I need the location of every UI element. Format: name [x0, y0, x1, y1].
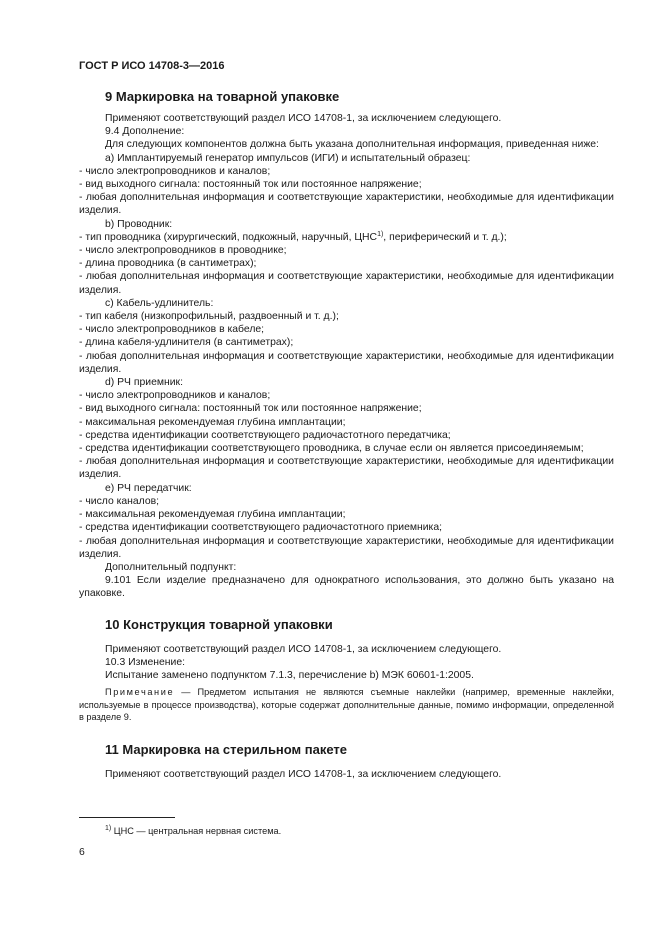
section-11-title: 11 Маркировка на стерильном пакете: [105, 741, 348, 757]
text-line: - максимальная рекомендуемая глубина имплантации;: [79, 509, 346, 521]
note-text: — Предметом испытания не являются съемные наклейки (например, временные наклейки, используемые в процессе производства), которые содержат дополнительные данные, помимо информации, определенной в разделе 9.: [79, 687, 614, 723]
text-line: - длина проводника (в сантиметрах);: [79, 258, 257, 270]
lead-type-text: - тип проводника (хирургический, подкожный, наручный, ЦНС: [79, 231, 378, 243]
text-line: - вид выходного сигнала: постоянный ток или постоянное напряжение;: [79, 403, 422, 415]
section-10-p1: Применяют соответствующий раздел ИСО 14708-1, за исключением следующего.: [105, 643, 502, 655]
lead-type-line: [79, 231, 614, 244]
text-line: c) Кабель-удлинитель:: [105, 297, 214, 309]
page-content: [79, 89, 614, 781]
section-9-title: 9 Маркировка на товарной упаковке: [105, 89, 340, 104]
text-line: d) РЧ приемник:: [105, 377, 183, 389]
text-line: - средства идентификации соответствующего радиочастотного приемника;: [79, 522, 442, 534]
text-line: Дополнительный подпункт:: [105, 561, 237, 573]
footnote-divider: [79, 817, 175, 818]
footnote-ref[interactable]: 1): [377, 230, 384, 238]
text-line: - тип кабеля (низкопрофильный, раздвоенный и т. д.);: [79, 311, 339, 323]
text-line: Для следующих компонентов должна быть указана дополнительная информация, приведенная ниже:: [105, 139, 599, 151]
text-line: - любая дополнительная информация и соответствующие характеристики, необходимые для идентификации изделия.: [79, 535, 614, 560]
text-line: a) Имплантируемый генератор импульсов (ИГИ) и испытательный образец:: [105, 152, 471, 164]
footnote: [105, 826, 281, 836]
footnote-mark: 1): [105, 825, 112, 832]
section-9-body-b: [79, 244, 614, 600]
text-line: - средства идентификации соответствующего проводника, в случае если он является присоединяемым;: [79, 443, 584, 455]
text-line: - максимальная рекомендуемая глубина имплантации;: [79, 416, 346, 428]
text-line: - средства идентификации соответствующего радиочастотного передатчика;: [79, 429, 451, 441]
text-line: b) Проводник:: [105, 218, 173, 230]
section-10-title: 10 Конструкция товарной упаковки: [105, 616, 333, 632]
section-11-p1: Применяют соответствующий раздел ИСО 14708-1, за исключением следующего.: [105, 768, 502, 780]
text-line: - длина кабеля-удлинителя (в сантиметрах);: [79, 337, 294, 349]
text-line: 9.101 Если изделие предназначено для однократного использования, это должно быть указано на упаковке.: [79, 575, 614, 600]
text-line: - число электропроводников и каналов;: [79, 165, 271, 177]
text-line: - любая дополнительная информация и соответствующие характеристики, необходимые для идентификации изделия.: [79, 350, 614, 375]
section-9-body-a: [79, 112, 614, 231]
footnote-text: ЦНС — центральная нервная система.: [111, 826, 282, 836]
text-line: - число каналов;: [79, 495, 160, 507]
text-line: e) РЧ передатчик:: [105, 482, 192, 494]
lead-type-suffix: , периферический и т. д.);: [383, 231, 507, 243]
section-10-p3: Испытание заменено подпунктом 7.1.3, перечисление b) МЭК 60601-1:2005.: [105, 669, 474, 681]
note-label: Примечание: [105, 687, 175, 698]
text-line: - число электропроводников и каналов;: [79, 390, 271, 402]
text-line: - число электропроводников в кабеле;: [79, 324, 265, 336]
text-line: - любая дополнительная информация и соответствующие характеристики, необходимые для идентификации изделия.: [79, 271, 614, 296]
text-line: - любая дополнительная информация и соответствующие характеристики, необходимые для идентификации изделия.: [79, 456, 614, 481]
text-line: - число электропроводников в проводнике;: [79, 245, 287, 257]
text-line: - любая дополнительная информация и соответствующие характеристики, необходимые для идентификации изделия.: [79, 192, 614, 217]
document-header: ГОСТ Р ИСО 14708-3—2016: [79, 60, 225, 72]
text-line: 9.4 Дополнение:: [105, 126, 185, 138]
note: [79, 686, 614, 724]
text-line: Применяют соответствующий раздел ИСО 14708-1, за исключением следующего.: [105, 113, 502, 124]
section-10-p2: 10.3 Изменение:: [105, 656, 185, 668]
text-line: - вид выходного сигнала: постоянный ток или постоянное напряжение;: [79, 179, 422, 191]
page-number: 6: [79, 847, 85, 858]
